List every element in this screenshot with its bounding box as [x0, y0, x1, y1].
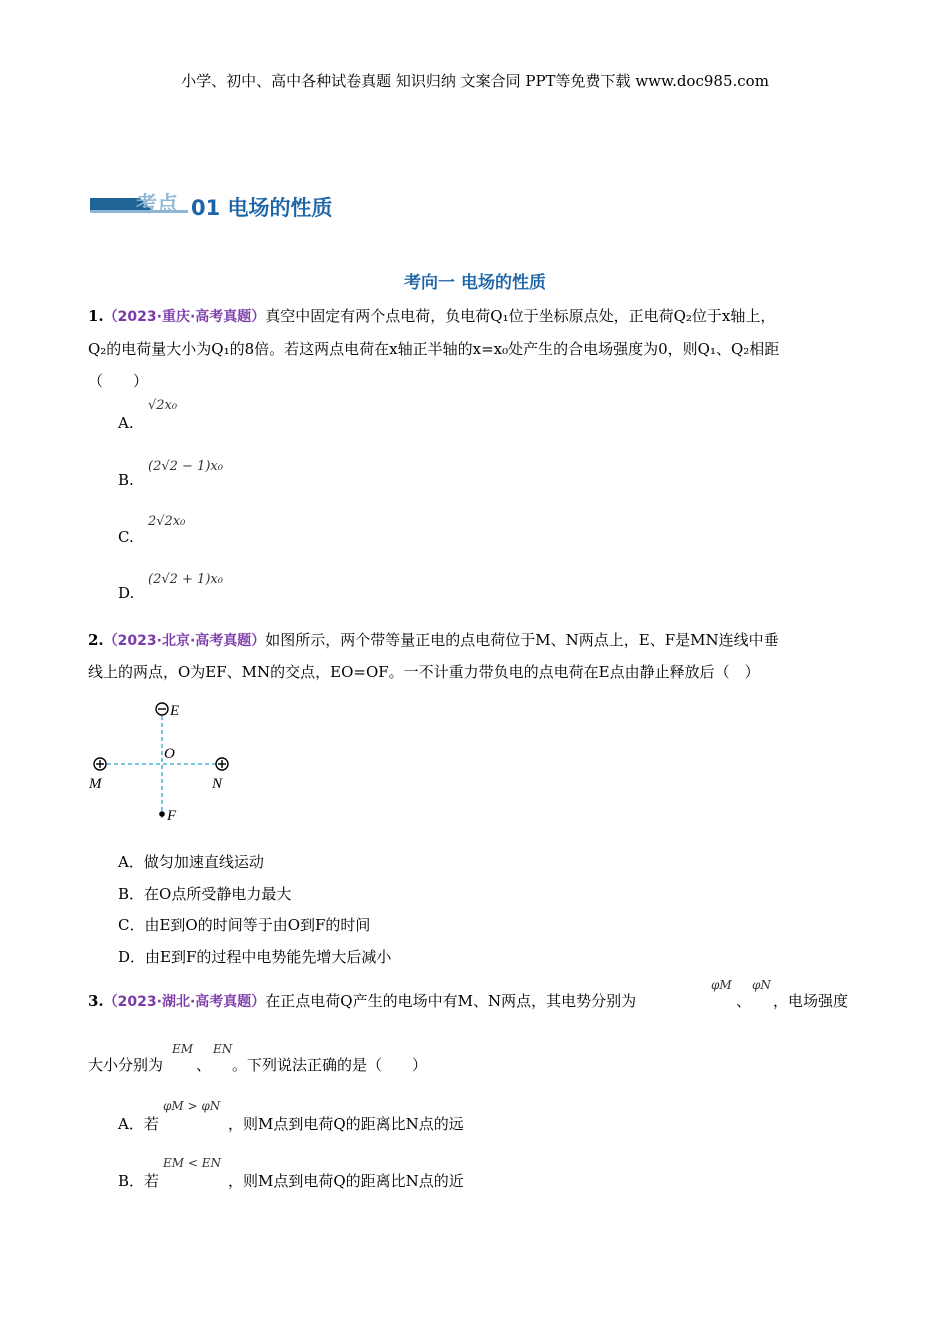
label-m: M	[89, 776, 102, 792]
label-f: F	[167, 808, 177, 824]
q1-line3: （ ）	[88, 372, 149, 390]
q3-line1	[88, 990, 636, 1011]
q2-source: （2023·北京·高考真题）	[103, 633, 266, 649]
label-n: N	[212, 776, 223, 792]
q1-option-c-formula: 2√2x₀	[148, 514, 186, 529]
q1-line1	[88, 305, 775, 326]
q1-option-d[interactable]	[118, 584, 134, 602]
q3-number: 3.	[88, 992, 104, 1010]
q3-option-a-label: A．若	[118, 1115, 159, 1133]
q2-number: 2.	[88, 631, 104, 649]
q1-option-a-label: A.	[118, 414, 134, 432]
q1-option-a-formula: √2x₀	[148, 398, 178, 413]
positive-charge-n-icon	[216, 758, 228, 770]
negative-charge-icon	[156, 703, 168, 715]
q3-option-b-text: ，则M点到电荷Q的距离比N点的近	[228, 1172, 464, 1190]
q2-figure	[84, 696, 244, 836]
q3-text-2b: 。下列说法正确的是（ ）	[232, 1056, 428, 1074]
q1-option-d-formula: (2√2 + 1)x₀	[148, 572, 223, 587]
q3-text-1a: 在正点电荷Q产生的电场中有M、N两点，其电势分别为	[265, 992, 637, 1010]
q3-option-b[interactable]	[118, 1170, 159, 1191]
q1-text-1: 真空中固定有两个点电荷，负电荷Q₁位于坐标原点处，正电荷Q₂位于x轴上，	[265, 307, 776, 325]
q1-option-c[interactable]	[118, 528, 134, 546]
q1-option-b[interactable]	[118, 471, 134, 489]
q3-e-m: EM	[172, 1042, 194, 1056]
positive-charge-m-icon	[94, 758, 106, 770]
subsection-title: 考向一 电场的性质	[404, 273, 546, 293]
q2-line2: 线上的两点，O为EF、MN的交点，EO=OF。一不计重力带负电的点电荷在E点由静止释放后（ ）	[88, 663, 760, 681]
q2-option-a[interactable]: A．做匀加速直线运动	[118, 853, 264, 871]
q3-option-a[interactable]	[118, 1113, 159, 1134]
section-badge: 考点	[136, 192, 178, 216]
q3-option-a-formula: φM > φN	[163, 1099, 221, 1113]
q3-text-1b: ，电场强度	[773, 992, 849, 1010]
q3-option-a-text: ，则M点到电荷Q的距离比N点的远	[228, 1115, 464, 1133]
q1-option-d-label: D.	[118, 584, 135, 602]
q3-option-b-label: B．若	[118, 1172, 160, 1190]
point-f-dot	[159, 811, 165, 817]
q3-option-b-formula: EM < EN	[163, 1156, 221, 1170]
q1-number: 1.	[88, 307, 104, 325]
q2-line1	[88, 629, 779, 650]
q2-option-d[interactable]: D．由E到F的过程中电势能先增大后减小	[118, 948, 392, 966]
q3-separator-2: 、	[196, 1056, 212, 1074]
label-o: O	[164, 746, 175, 762]
q3-phi-n: φN	[752, 978, 771, 992]
section-title: 01 电场的性质	[191, 196, 333, 220]
q2-option-c[interactable]: C．由E到O的时间等于由O到F的时间	[118, 916, 371, 934]
q1-option-c-label: C.	[118, 528, 134, 546]
q1-option-b-label: B.	[118, 471, 134, 489]
q3-source: （2023·湖北·高考真题）	[103, 994, 266, 1010]
q3-e-n: EN	[213, 1042, 233, 1056]
q1-line2: Q₂的电荷量大小为Q₁的8倍。若这两点电荷在x轴正半轴的x=x₀处产生的合电场强度为0，则Q₁、Q₂相距	[88, 340, 780, 358]
q2-text-1: 如图所示，两个带等量正电的点电荷位于M、N两点上，E、F是MN连线中垂	[265, 631, 779, 649]
q3-text-2a: 大小分别为	[88, 1056, 164, 1074]
q1-source: （2023·重庆·高考真题）	[103, 309, 266, 325]
q1-option-b-formula: (2√2 − 1)x₀	[148, 459, 223, 474]
label-e: E	[170, 703, 180, 719]
q2-option-b[interactable]: B．在O点所受静电力最大	[118, 885, 292, 903]
q1-option-a[interactable]	[118, 414, 134, 432]
section-heading	[90, 188, 390, 222]
q3-separator-1: 、	[736, 992, 752, 1010]
q3-phi-m: φM	[711, 978, 732, 992]
page-header: 小学、初中、高中各种试卷真题 知识归纳 文案合同 PPT等免费下载 www.doc985.com	[181, 72, 769, 90]
